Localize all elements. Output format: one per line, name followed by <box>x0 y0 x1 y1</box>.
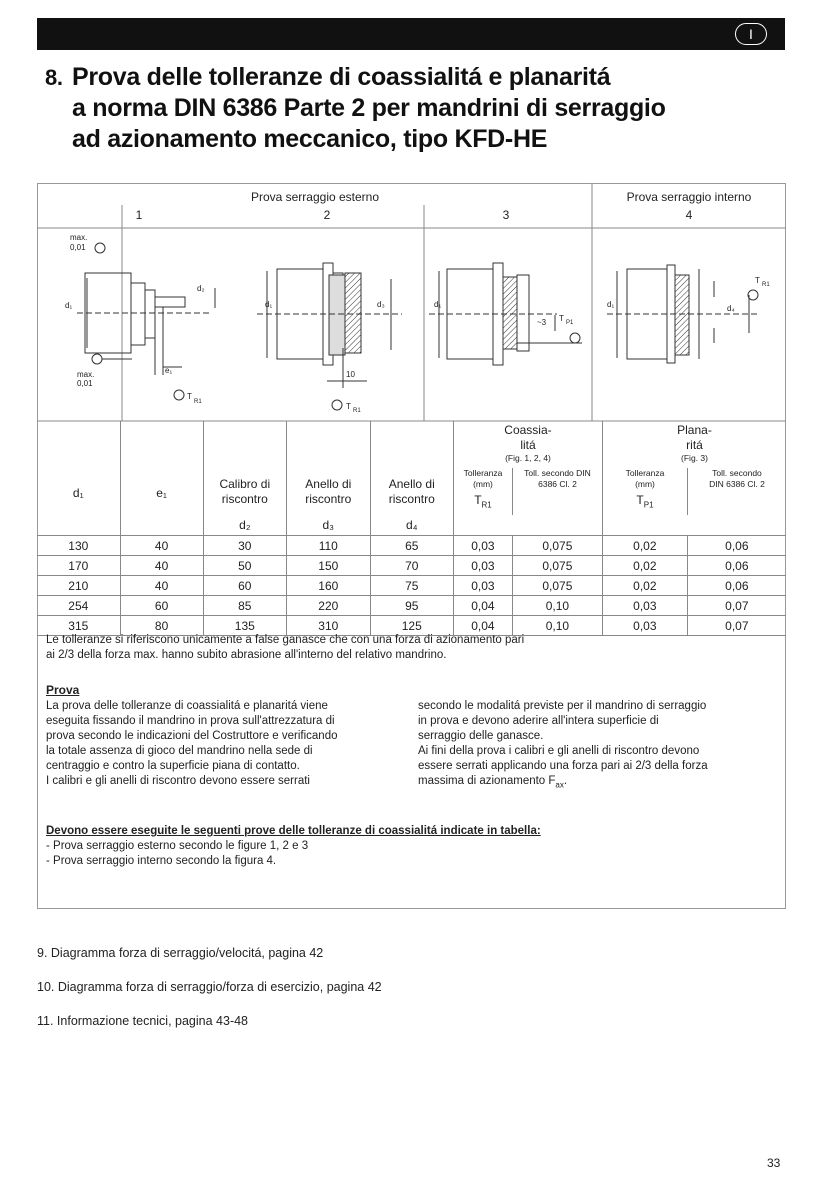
svg-text:d₂: d₂ <box>197 284 205 293</box>
svg-text:R1: R1 <box>762 282 770 288</box>
svg-text:max.: max. <box>70 233 88 242</box>
reference-item: 10. Diagramma forza di serraggio/forza di esercizio, pagina 42 <box>37 980 382 994</box>
svg-text:T: T <box>187 392 192 401</box>
svg-text:R1: R1 <box>353 408 361 414</box>
tolerance-table <box>37 421 786 636</box>
group-internal-label: Prova serraggio interno <box>626 190 752 204</box>
header-d1: d₁ <box>72 486 84 500</box>
fig-number-4: 4 <box>685 208 693 222</box>
header-calibro: Calibro di riscontro d₂ <box>203 421 286 536</box>
figure-4-drawing <box>607 265 770 363</box>
svg-text:R1: R1 <box>194 399 202 405</box>
header-anello-d3: Anello di riscontro d₃ <box>287 421 370 536</box>
section-references <box>37 936 382 1038</box>
language-badge: I <box>735 23 767 45</box>
svg-text:10: 10 <box>346 370 355 379</box>
prova-text-left: La prova delle tolleranze di coassialitá e planaritá viene eseguita fissando il mandrino in prova sull'attrezzatura di prova secondo le indicazioni del Costruttore e verificando la totale assenza di gioco del mandrino nella sede di centraggio e contro la superficie piana di contatto. I calibri e gli anelli di riscontro devono essere serrati <box>46 700 338 787</box>
svg-text:d₁: d₁ <box>265 300 273 309</box>
section-number: 8. <box>45 65 63 90</box>
group-external-label: Prova serraggio esterno <box>250 190 380 204</box>
tolerance-note: Le tolleranze si riferiscono unicamente a false ganasce che con una forza di azionamento pari ai 2/3 della forza max. hanno subito abrasione all'interno del relativo mandrino. <box>46 634 525 661</box>
figure-3-drawing <box>429 263 582 365</box>
page-number: 33 <box>767 1156 781 1170</box>
test-figures <box>37 183 786 423</box>
title-line-2: a norma DIN 6386 Parte 2 per mandrini di serraggio <box>72 94 666 122</box>
svg-text:d₃: d₃ <box>377 300 385 309</box>
fig-number-2: 2 <box>323 208 331 222</box>
svg-text:d₁: d₁ <box>607 300 615 309</box>
fig-number-1: 1 <box>135 208 143 222</box>
reference-item: 11. Informazione tecnici, pagina 43-48 <box>37 1014 249 1028</box>
svg-text:~3: ~3 <box>537 318 547 327</box>
svg-text:T: T <box>346 402 351 411</box>
title-line-3: ad azionamento meccanico, tipo KFD-HE <box>72 125 548 153</box>
prova-text-right: secondo le modalitá previste per il mandrino di serraggio in prova e devono aderire all'intera superficie di serraggio delle ganasce. Ai fini della prova i calibri e gli anelli di riscontro devono essere serrati applicando una forza pari ai 2/3 della forza massima di azionamento $F_{ax}$. <box>418 700 708 790</box>
svg-text:d₁: d₁ <box>65 301 73 310</box>
figure-2-drawing <box>257 263 402 414</box>
table-row: 210 40 60 160 75 0,03 0,075 0,02 0,06 <box>37 576 786 596</box>
svg-text:e₁: e₁ <box>165 366 173 375</box>
fig-number-3: 3 <box>502 208 510 222</box>
svg-text:max.: max. <box>77 370 95 379</box>
header-coassialita: Coassia- litá (Fig. 1, 2, 4) Tolleranza (mm) $T_{R1}$ Toll. secondo DIN 6386 Cl. 2 <box>453 421 602 536</box>
header-planarita: Plana- ritá (Fig. 3) Tolleranza (mm) $T_{P1}$ Toll. secondo DIN 6386 Cl. 2 <box>602 421 786 536</box>
svg-text:P1: P1 <box>566 320 574 326</box>
table-row: 254 60 85 220 95 0,04 0,10 0,03 0,07 <box>37 596 786 616</box>
header-anello-d4: Anello di riscontro d₄ <box>370 421 453 536</box>
svg-text:d₁: d₁ <box>434 300 442 309</box>
svg-text:T: T <box>559 314 564 323</box>
table-row: 130 40 30 110 65 0,03 0,075 0,02 0,06 <box>37 536 786 556</box>
table-row: 315 80 135 310 125 0,04 0,10 0,03 0,07 <box>37 616 786 636</box>
table-row: 170 40 50 150 70 0,03 0,075 0,02 0,06 <box>37 556 786 576</box>
list-item: - Prova serraggio esterno secondo le figure 1, 2 e 3 <box>46 840 309 852</box>
header-e1: e₁ <box>120 421 203 536</box>
section-title <box>45 62 785 155</box>
list-item: - Prova serraggio interno secondo la figura 4. <box>46 855 277 867</box>
required-tests <box>46 824 766 869</box>
header-bar <box>37 18 785 50</box>
reference-item: 9. Diagramma forza di serraggio/velocitá, pagina 42 <box>37 946 324 960</box>
title-line-1: 8. Prova delle tolleranze di coassialitá e planaritá <box>45 63 611 91</box>
svg-text:d₄: d₄ <box>727 304 735 313</box>
svg-text:T: T <box>755 276 760 285</box>
required-tests-heading: Devono essere eseguite le seguenti prove delle tolleranze di coassialitá indicate in tabella: <box>46 825 541 837</box>
svg-text:0,01: 0,01 <box>77 379 93 388</box>
svg-text:0,01: 0,01 <box>70 243 86 252</box>
figure-1-drawing <box>65 233 215 405</box>
table-header-row <box>37 421 786 536</box>
prova-heading: Prova <box>46 683 80 697</box>
